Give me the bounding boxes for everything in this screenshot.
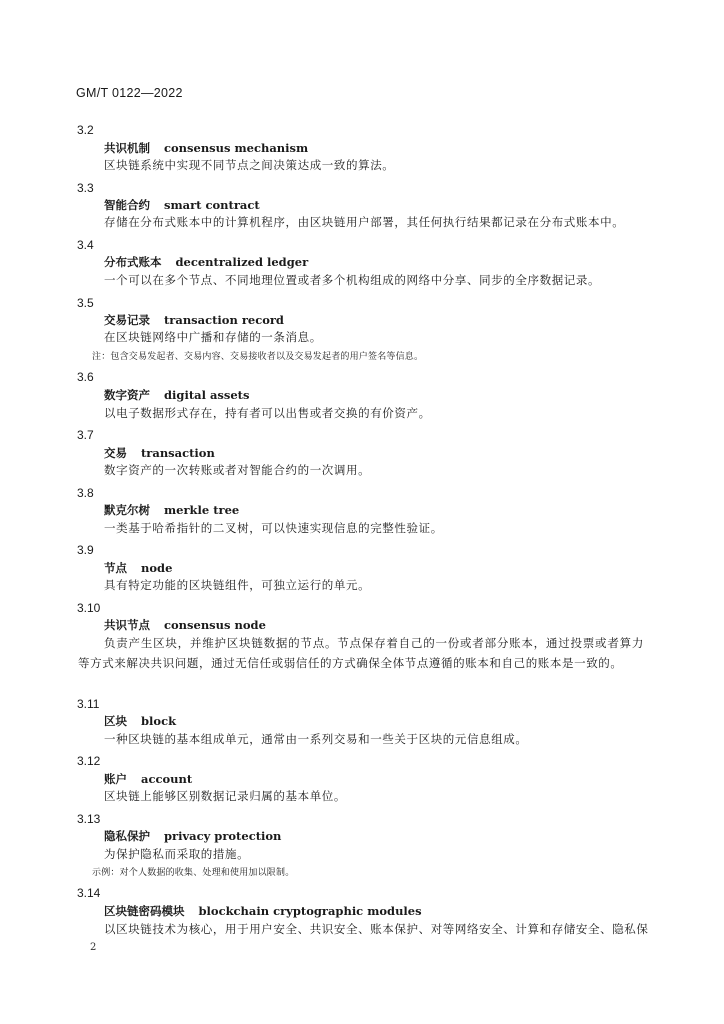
term-en: consensus node — [164, 618, 266, 632]
term-example: 示例：对个人数据的收集、处理和使用加以限制。 — [92, 868, 295, 878]
term-zh: 节点 — [104, 561, 127, 575]
clause-number: 3.12 — [77, 754, 101, 768]
term-heading — [104, 140, 308, 156]
term-en: privacy protection — [164, 829, 282, 843]
term-definition: 区块链系统中实现不同节点之间决策达成一致的算法。 — [104, 158, 395, 172]
term-heading — [104, 254, 308, 270]
term-en: block — [141, 714, 177, 728]
clause-number: 3.5 — [77, 296, 94, 310]
term-en: decentralized ledger — [175, 255, 309, 269]
term-definition: 区块链上能够区别数据记录归属的基本单位。 — [104, 789, 346, 803]
term-definition: 一类基于哈希指针的二叉树，可以快速实现信息的完整性验证。 — [104, 521, 443, 535]
term-en: blockchain cryptographic modules — [198, 904, 422, 918]
page-number: 2 — [90, 942, 97, 953]
term-heading — [104, 502, 239, 518]
clause-number: 3.14 — [77, 886, 101, 900]
term-zh: 交易记录 — [104, 313, 150, 327]
term-heading — [104, 387, 249, 403]
term-en: smart contract — [164, 198, 260, 212]
clause-number: 3.6 — [77, 370, 94, 384]
clause-number: 3.11 — [77, 697, 100, 711]
term-heading — [104, 445, 215, 461]
clause-number: 3.3 — [77, 181, 94, 195]
term-zh: 区块链密码模块 — [104, 904, 185, 918]
term-heading — [104, 312, 284, 328]
term-en: consensus mechanism — [164, 141, 309, 155]
term-zh: 智能合约 — [104, 198, 150, 212]
term-heading — [104, 617, 266, 633]
term-note: 注：包含交易发起者、交易内容、交易接收者以及交易发起者的用户签名等信息。 — [92, 352, 424, 362]
term-definition: 以电子数据形式存在，持有者可以出售或者交换的有价资产。 — [104, 406, 431, 420]
term-en: transaction record — [164, 313, 284, 327]
clause-number: 3.9 — [77, 543, 94, 557]
term-heading — [104, 771, 192, 787]
clause-number: 3.4 — [77, 238, 94, 252]
term-definition: 以区块链技术为核心，用于用户安全、共识安全、账本保护、对等网络安全、计算和存储安全、隐私保 — [104, 922, 649, 936]
term-definition: 数字资产的一次转账或者对智能合约的一次调用。 — [104, 463, 371, 477]
clause-number: 3.8 — [77, 486, 94, 500]
term-definition: 存储在分布式账本中的计算机程序，由区块链用户部署，其任何执行结果都记录在分布式账本中。 — [104, 215, 625, 229]
term-en: account — [141, 772, 193, 786]
term-zh: 隐私保护 — [104, 829, 150, 843]
term-zh: 默克尔树 — [104, 503, 150, 517]
clause-number: 3.13 — [77, 812, 101, 826]
term-zh: 账户 — [104, 772, 127, 786]
clause-number: 3.2 — [77, 123, 94, 137]
term-zh: 区块 — [104, 714, 127, 728]
term-heading — [104, 903, 422, 919]
term-definition: 在区块链网络中广播和存储的一条消息。 — [104, 330, 322, 344]
term-zh: 数字资产 — [104, 388, 150, 402]
clause-number: 3.10 — [77, 601, 101, 615]
term-definition: 一种区块链的基本组成单元，通常由一系列交易和一些关于区块的元信息组成。 — [104, 732, 528, 746]
term-en: transaction — [141, 446, 215, 460]
standard-code-header: GM/T 0122—2022 — [76, 86, 183, 100]
term-zh: 共识节点 — [104, 618, 150, 632]
clause-number: 3.7 — [77, 428, 94, 442]
term-heading — [104, 828, 281, 844]
term-zh: 交易 — [104, 446, 127, 460]
term-definition: 为保护隐私而采取的措施。 — [104, 847, 250, 861]
term-zh: 分布式账本 — [104, 255, 162, 269]
term-definition: 具有特定功能的区块链组件，可独立运行的单元。 — [104, 578, 371, 592]
term-heading — [104, 713, 176, 729]
term-heading — [104, 197, 260, 213]
term-definition: 负责产生区块，并维护区块链数据的节点。节点保存着自己的一份或者部分账本，通过投票或者算力等方式来解决共识问题，通过无信任或弱信任的方式确保全体节点遵循的账本和自己的账本是一致的。 — [78, 636, 644, 670]
term-heading — [104, 560, 172, 576]
term-en: node — [141, 561, 173, 575]
term-definition: 一个可以在多个节点、不同地理位置或者多个机构组成的网络中分享、同步的全序数据记录。 — [104, 273, 601, 287]
term-en: merkle tree — [164, 503, 240, 517]
term-en: digital assets — [164, 388, 250, 402]
term-zh: 共识机制 — [104, 141, 150, 155]
